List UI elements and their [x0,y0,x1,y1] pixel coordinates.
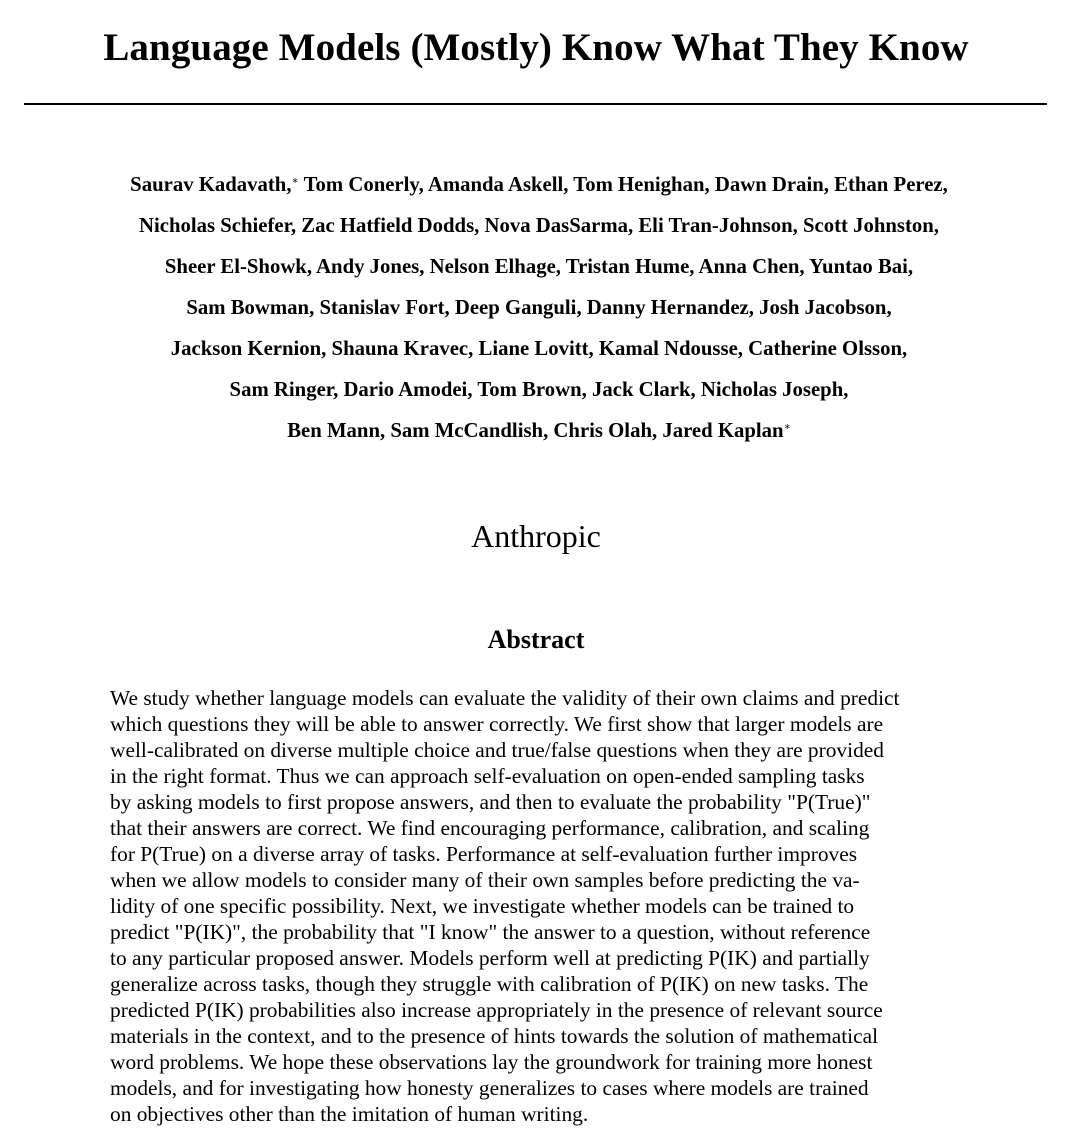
author-line-text: Ben Mann, Sam McCandlish, Chris Olah, Jared Kaplan [287,418,784,442]
author-line-text: Sheer El-Showk, Andy Jones, Nelson Elhage, Tristan Hume, Anna Chen, Yuntao Bai, [164,254,914,278]
affiliation: Anthropic [471,518,601,554]
abstract-line: for P(True) on a diverse array of tasks. Performance at self-evaluation further improves [110,842,858,866]
abstract-line: well-calibrated on diverse multiple choice and true/false questions when they are provided [110,738,884,762]
author-line-text: Tom Conerly, Amanda Askell, Tom Henighan, Dawn Drain, Ethan Perez, [298,172,948,196]
author-line [19,166,1059,207]
abstract-heading: Abstract [487,625,585,654]
abstract-body [110,685,963,1127]
author-line [19,248,1059,289]
paper-title: Language Models (Mostly) Know What They Know [103,26,969,69]
abstract-line: on objectives other than the imitation of human writing. [110,1102,589,1126]
title-rule [24,103,1047,105]
abstract-line: lidity of one specific possibility. Next, we investigate whether models can be trained to [110,894,855,918]
abstract-line: when we allow models to consider many of their own samples before predicting the va- [110,868,860,892]
abstract-line: materials in the context, and to the presence of hints towards the solution of mathematical [110,1024,879,1048]
author-line-text: Nicholas Schiefer, Zac Hatfield Dodds, Nova DasSarma, Eli Tran-Johnson, Scott Johnston, [138,213,939,237]
abstract-line: predicted P(IK) probabilities also increase appropriately in the presence of relevant source [110,998,883,1022]
abstract-line: generalize across tasks, though they struggle with calibration of P(IK) on new tasks. The [110,972,869,996]
author-line [19,412,1059,453]
abstract-line: We study whether language models can evaluate the validity of their own claims and predict [110,686,900,710]
abstract-line: word problems. We hope these observations lay the groundwork for training more honest [110,1050,873,1074]
abstract-line: models, and for investigating how honesty generalizes to cases where models are trained [110,1076,869,1100]
corresponding-author-mark: ∗ [291,175,299,187]
abstract-line: by asking models to first propose answers, and then to evaluate the probability "P(True)" [110,790,871,814]
author-list [0,166,1078,453]
abstract-line: predict "P(IK)", the probability that "I know" the answer to a question, without reference [110,920,871,944]
abstract-line: that their answers are correct. We find encouraging performance, calibration, and scaling [110,816,870,840]
author-line-text: Sam Bowman, Stanislav Fort, Deep Ganguli, Danny Hernandez, Josh Jacobson, [186,295,892,319]
author-line-text: Jackson Kernion, Shauna Kravec, Liane Lovitt, Kamal Ndousse, Catherine Olsson, [170,336,908,360]
corresponding-author-mark: ∗ [783,421,791,433]
author-line [19,371,1059,412]
abstract-line: to any particular proposed answer. Models perform well at predicting P(IK) and partially [110,946,870,970]
author-line [19,289,1059,330]
abstract-line: which questions they will be able to answer correctly. We first show that larger models are [110,712,884,736]
author-line-text: Sam Ringer, Dario Amodei, Tom Brown, Jack Clark, Nicholas Joseph, [229,377,849,401]
author-line [19,330,1059,371]
abstract-line: in the right format. Thus we can approach self-evaluation on open-ended sampling tasks [110,764,865,788]
author-line-text: Saurav Kadavath, [130,172,292,196]
author-line [19,207,1059,248]
